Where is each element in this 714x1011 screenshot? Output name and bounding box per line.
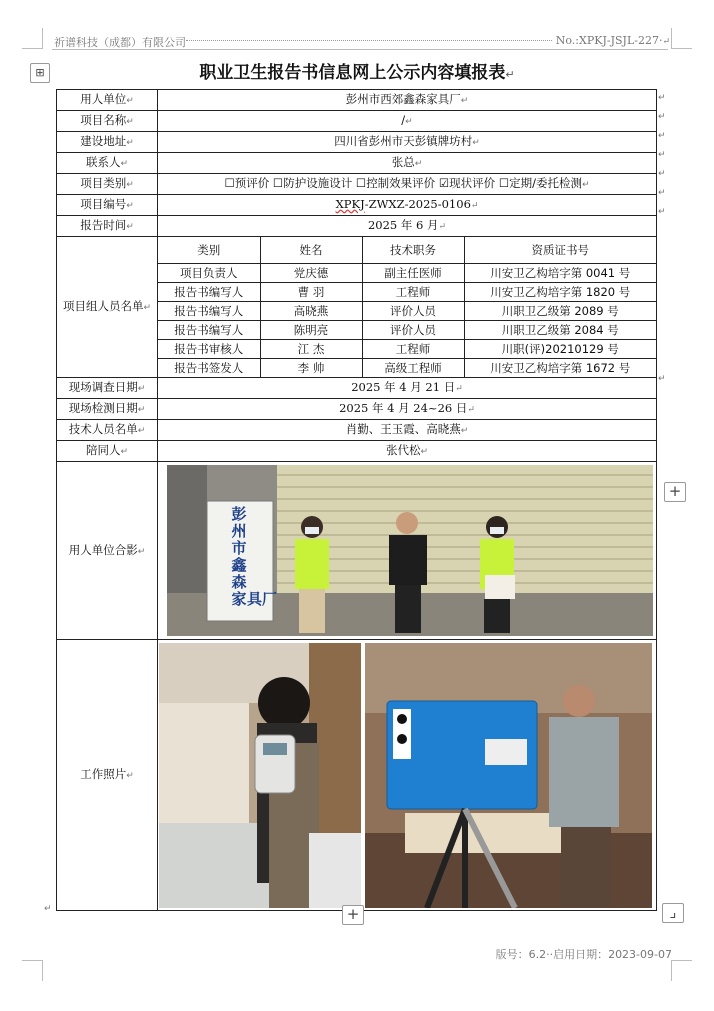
group-photo-cell — [158, 462, 657, 640]
svg-text:州: 州 — [231, 522, 247, 540]
group-photo-label: 用人单位合影↵ — [57, 462, 158, 640]
team-cell-role[interactable]: 报告书编写人 — [158, 321, 260, 340]
header-leader-dots — [186, 40, 552, 41]
row-category — [57, 174, 657, 195]
checkbox-icon[interactable]: ☐ — [224, 176, 235, 190]
team-header: 技术职务 — [362, 237, 464, 264]
row-end-mark: ↵ — [658, 169, 666, 179]
team-cell-title[interactable]: 副主任医师 — [362, 264, 464, 283]
row-end-mark: ↵ — [658, 131, 666, 141]
team-cell-name[interactable]: 李 帅 — [260, 359, 362, 378]
work-photo-left-image — [159, 643, 361, 908]
team-cell-cert[interactable]: 川安卫乙构培字第 1672 号 — [464, 359, 656, 378]
crop-mark — [671, 28, 692, 49]
row-group-photo — [57, 462, 657, 640]
team-header: 资质证书号 — [464, 237, 656, 264]
team-cell-name[interactable]: 党庆德 — [260, 264, 362, 283]
tech-staff-value[interactable]: 肖勤、王玉霞、高晓燕↵ — [158, 420, 657, 441]
checkbox-icon[interactable]: ☐ — [355, 176, 367, 190]
crop-mark — [22, 28, 43, 49]
row-employer — [57, 90, 657, 111]
svg-text:彭: 彭 — [231, 505, 247, 523]
team-cell-cert[interactable]: 川安卫乙构培字第 1820 号 — [464, 283, 656, 302]
table-row — [158, 340, 656, 359]
checkbox-checked-icon[interactable]: ☑ — [438, 176, 450, 190]
page-title: 职业卫生报告书信息网上公示内容填报表↵ — [199, 63, 515, 83]
row-survey-date — [57, 378, 657, 399]
svg-text:家: 家 — [231, 590, 247, 608]
row-end-mark: ↵ — [658, 112, 666, 122]
category-label: 项目类别↵ — [57, 174, 158, 195]
team-label: 项目组人员名单↵ — [57, 237, 158, 378]
team-cell-title[interactable]: 高级工程师 — [362, 359, 464, 378]
table-move-handle-icon[interactable]: ⊞ — [30, 63, 50, 83]
employer-label: 用人单位↵ — [57, 90, 158, 111]
team-cell-cert[interactable]: 川职卫乙级第 2089 号 — [464, 302, 656, 321]
employer-value[interactable]: 彭州市西郊鑫森家具厂↵ — [158, 90, 657, 111]
team-cell-name[interactable]: 陈明亮 — [260, 321, 362, 340]
add-row-right-icon[interactable]: + — [664, 482, 686, 502]
checkbox-protection-design[interactable]: ☐防护设施设计 — [272, 176, 353, 190]
work-photo-label: 工作照片↵ — [57, 640, 158, 911]
crop-mark — [671, 960, 692, 981]
work-photo-cell — [158, 640, 657, 911]
row-report-date — [57, 216, 657, 237]
team-cell-cert[interactable]: 川安卫乙构培字第 0041 号 — [464, 264, 656, 283]
checkbox-periodic[interactable]: ☐定期/委托检测 — [498, 176, 582, 190]
team-header-row — [158, 237, 656, 264]
companion-value[interactable]: 张代松↵ — [158, 441, 657, 462]
row-companion — [57, 441, 657, 462]
row-contact — [57, 153, 657, 174]
table-row — [158, 321, 656, 340]
table-row — [158, 283, 656, 302]
row-project-name — [57, 111, 657, 132]
group-photo[interactable] — [167, 465, 653, 636]
svg-text:市: 市 — [231, 539, 247, 557]
row-team — [57, 237, 657, 378]
table-row — [158, 264, 656, 283]
tech-staff-label: 技术人员名单↵ — [57, 420, 158, 441]
project-name-value[interactable]: /↵ — [158, 111, 657, 132]
address-label: 建设地址↵ — [57, 132, 158, 153]
detect-date-value[interactable]: 2025 年 4 月 24~26 日↵ — [158, 399, 657, 420]
svg-text:具厂: 具厂 — [246, 590, 278, 608]
svg-text:森: 森 — [231, 573, 247, 591]
team-cell-title[interactable]: 评价人员 — [362, 321, 464, 340]
team-cell-title[interactable]: 工程师 — [362, 340, 464, 359]
crop-mark — [22, 960, 43, 981]
row-detect-date — [57, 399, 657, 420]
team-cell-role[interactable]: 报告书编写人 — [158, 302, 260, 321]
table-resize-corner-icon[interactable]: ⌟ — [662, 903, 684, 923]
header-rule — [52, 49, 668, 50]
paragraph-mark: ↵ — [44, 904, 52, 914]
report-date-value[interactable]: 2025 年 6 月↵ — [158, 216, 657, 237]
group-photo-image — [167, 465, 653, 636]
work-photo-right-image — [365, 643, 652, 908]
table-row — [158, 302, 656, 321]
address-value[interactable]: 四川省彭州市天彭镇牌坊村↵ — [158, 132, 657, 153]
row-end-mark: ↵ — [658, 93, 666, 103]
work-photo-left[interactable] — [159, 643, 361, 908]
row-end-mark: ↵ — [658, 188, 666, 198]
companion-label: 陪同人↵ — [57, 441, 158, 462]
team-header: 类别 — [158, 237, 260, 264]
team-cell-role[interactable]: 报告书编写人 — [158, 283, 260, 302]
row-tech-staff — [57, 420, 657, 441]
team-cell-name[interactable]: 江 杰 — [260, 340, 362, 359]
header-company: 祈谱科技（成都）有限公司 — [54, 36, 186, 49]
table-row — [158, 359, 656, 378]
team-cell-role[interactable]: 项目负责人 — [158, 264, 260, 283]
footer-version: 版号：6.2··启用日期：2023-09-07 — [495, 948, 672, 961]
project-no-value[interactable]: XPKJ-ZWXZ-2025-0106↵ — [158, 195, 657, 216]
row-project-no — [57, 195, 657, 216]
project-no-label: 项目编号↵ — [57, 195, 158, 216]
team-cell-name[interactable]: 高晓燕 — [260, 302, 362, 321]
checkbox-pre-eval[interactable]: ☐预评价 — [224, 176, 270, 190]
team-cell — [158, 237, 657, 378]
category-value: ☐预评价 ☐防护设施设计 ☐控制效果评价 ☑现状评价 ☐定期/委托检测↵ — [158, 174, 657, 195]
team-header: 姓名 — [260, 237, 362, 264]
row-work-photo — [57, 640, 657, 911]
work-photo-right[interactable] — [365, 643, 652, 908]
checkbox-icon[interactable]: ☐ — [498, 176, 510, 190]
row-end-mark: ↵ — [658, 207, 666, 217]
team-cell-name[interactable]: 曹 羽 — [260, 283, 362, 302]
row-end-mark: ↵ — [658, 150, 666, 160]
svg-text:鑫: 鑫 — [231, 556, 247, 574]
team-cell-cert[interactable]: 川职卫乙级第 2084 号 — [464, 321, 656, 340]
team-cell-title[interactable]: 工程师 — [362, 283, 464, 302]
project-name-label: 项目名称↵ — [57, 111, 158, 132]
checkbox-status-eval[interactable]: ☑现状评价 — [438, 176, 496, 190]
contact-value[interactable]: 张总↵ — [158, 153, 657, 174]
header-doc-no: No.:XPKJ-JSJL-227·↵ — [555, 34, 670, 47]
checkbox-icon[interactable]: ☐ — [272, 176, 284, 190]
detect-date-label: 现场检测日期↵ — [57, 399, 158, 420]
report-date-label: 报告时间↵ — [57, 216, 158, 237]
checkbox-control-eval[interactable]: ☐控制效果评价 — [355, 176, 436, 190]
form-table — [56, 89, 657, 911]
team-cell-cert[interactable]: 川职(评)20210129 号 — [464, 340, 656, 359]
row-address — [57, 132, 657, 153]
team-cell-role[interactable]: 报告书签发人 — [158, 359, 260, 378]
survey-date-value[interactable]: 2025 年 4 月 21 日↵ — [158, 378, 657, 399]
team-table — [158, 237, 656, 377]
team-cell-role[interactable]: 报告书审核人 — [158, 340, 260, 359]
row-end-mark: ↵ — [658, 374, 666, 384]
survey-date-label: 现场调查日期↵ — [57, 378, 158, 399]
add-row-bottom-icon[interactable]: + — [342, 905, 364, 925]
team-cell-title[interactable]: 评价人员 — [362, 302, 464, 321]
contact-label: 联系人↵ — [57, 153, 158, 174]
